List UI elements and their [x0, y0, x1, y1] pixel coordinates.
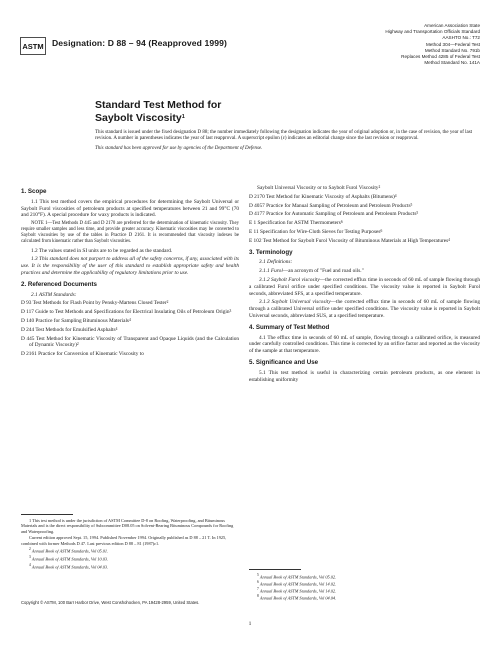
- svg-text:ASTM: ASTM: [22, 42, 44, 51]
- footnote-5: $^5$ Annual Book of ASTM Standards, Vol 05.02.: [257, 573, 337, 580]
- section-heading-summary: 4. Summary of Test Method: [249, 323, 330, 331]
- definition-furol: 3.1.1 Furol—an acronym of "Fuel and road oils.": [259, 268, 364, 275]
- footnote-7: $^7$ Annual Book of ASTM Standards, Vol 14.02.: [257, 587, 337, 594]
- standard-line: Method Standard No. 141A: [424, 60, 480, 66]
- reference-item: D 117 Guide to Test Methods and Specifications for Electrical Insulating Oils of Petroleum Origin$^3$: [21, 309, 232, 316]
- footnote-1: 1 This test method is under the jurisdiction of ASTM Committee D-8 on Roofing, Waterproofing, and Bituminous Materials and is the direct responsibility of Subcommittee D08.05 on Solvent-Bearing Bituminous Compounds for Roofing and Waterproofing.: [21, 518, 234, 534]
- title-line-1: Standard Test Method for: [95, 99, 222, 111]
- title-footnote-mark: 1: [181, 113, 185, 120]
- footnote-edition: Current edition approved Sept. 15, 1994. Published November 1994. Originally published as D 88 – 21 T. In 1925, combined with former Methods D 47. Last previous edition D 88 – 81 (1987)ε1.: [21, 535, 227, 546]
- page-number: 1: [248, 621, 252, 627]
- right-column: [249, 185, 480, 385]
- note-1: NOTE 1—Test Methods D 445 and D 2170 are preferred for the determination of kinematic viscosity. They require smaller samples and less time, and provide greater accuracy. Kinematic viscosities may be converted to Saybolt viscosities by use of the tables in Practice D 2161. It is recommended that viscosity indexes be calculated from kinematic rather than Saybolt viscosities.: [21, 221, 239, 245]
- standard-line: Method 304—Federal Test: [425, 41, 480, 47]
- section-heading-terminology: 3. Terminology: [249, 248, 293, 256]
- approval-paragraph: This standard has been approved for use by agencies of the Department of Defense.: [95, 146, 263, 152]
- reference-item: D 244 Test Methods for Emulsified Asphalts$^4$: [21, 326, 118, 333]
- footnotes-left: [21, 514, 239, 571]
- footnotes-right: [249, 569, 480, 601]
- document-title: [95, 99, 221, 124]
- reference-item: D 2161 Practice for Conversion of Kinematic Viscosity to: [21, 351, 144, 358]
- title-line-2: Saybolt Viscosity$^1$: [95, 111, 185, 124]
- standard-line: Replaces Method 4285 of Federal Test: [401, 54, 480, 60]
- reference-item: D 4177 Practice for Automatic Sampling of Petroleum and Petroleum Products$^5$: [249, 211, 419, 218]
- footnote-4: $^4$ Annual Book of ASTM Standards, Vol 04.03.: [29, 562, 109, 570]
- reference-continuation: Saybolt Universal Viscosity or to Saybolt Furol Viscosity$^2$: [257, 185, 381, 191]
- section-heading-scope: 1. Scope: [21, 188, 47, 195]
- footnote-3: $^3$ Annual Book of ASTM Standards, Vol 10.03.: [29, 554, 109, 562]
- reference-item: D 445 Test Method for Kinematic Viscosity of Transparent and Opaque Liquids (and the Calculation of Dynamic Viscosity)$^2$: [21, 335, 239, 349]
- reference-item: D 140 Practice for Sampling Bituminous Materials$^4$: [21, 317, 131, 324]
- footnote-2: $^2$ Annual Book of ASTM Standards, Vol 05.01.: [29, 547, 109, 554]
- copyright-line: Copyright © ASTM, 100 Barr Harbor Drive, West Conshohocken, PA 19428-2959, United States.: [21, 600, 200, 605]
- definition-saybolt-universal: 3.1.3 Saybolt Universal viscosity—the corrected efflux time in seconds of 60 mL of sample flowing through a calibrated Universal orifice under specified conditions. The viscosity value is reported in Saybolt Universal seconds, abbreviated SUS, at a specified temperature.: [249, 299, 481, 319]
- standard-line: Highway and Transportation Officials Standard: [385, 29, 480, 35]
- left-column: [21, 184, 239, 360]
- paragraph-1-1: 1.1 This test method covers the empirical procedures for determining the Saybolt Universal or Saybolt Furol viscosities of petroleum products at specified temperatures between 21 and 99°C (70 and 210°F). A special procedure for waxy products is indicated.: [21, 198, 239, 219]
- astm-logo: [20, 37, 46, 55]
- issuance-paragraph: This standard is issued under the fixed designation D 88; the number immediately following the designation indicates the year of original adoption or, in the case of revision, the year of last revision. A number in parentheses indicates the year of last reapproval. A superscript epsilon (ε) indicates an editorial change since the last revision or reapproval.: [95, 130, 473, 142]
- designation: Designation: D 88 – 94 (Reapproved 1999): [52, 38, 227, 48]
- section-heading-references: 2. Referenced Documents: [21, 280, 97, 288]
- footnote-6: $^6$ Annual Book of ASTM Standards, Vol 14.02.: [257, 580, 337, 587]
- paragraph-5-1: 5.1 This test method is useful in characterizing certain petroleum products, as one element in establishing uniformity: [249, 369, 480, 383]
- astm-standards-label: 2.1 ASTM Standards:: [31, 291, 77, 298]
- standard-line: AASHTO No.: T72: [442, 35, 480, 41]
- section-heading-significance: 5. Significance and Use: [249, 358, 319, 366]
- footnote-8: $^8$ Annual Book of ASTM Standards, Vol 04.04.: [257, 594, 337, 601]
- reference-item: D 93 Test Methods for Flash Point by Pensky-Martens Closed Tester$^2$: [21, 300, 169, 307]
- standard-line: American Association State: [424, 23, 480, 28]
- paragraph-1-3: 1.3 This standard does not purport to address all of the safety concerns, if any, associated with its use. It is the responsibility of the user of this standard to establish appropriate safety and health practices and determine the applicability of regulatory limitations prior to use.: [21, 256, 239, 276]
- paragraph-1-2: 1.2 The values stated in SI units are to be regarded as the standard.: [31, 247, 173, 254]
- reference-item: D 2170 Test Method for Kinematic Viscosity of Asphalts (Bitumens)$^4$: [249, 193, 397, 200]
- standards-equivalents: [310, 23, 480, 66]
- standard-line: Method Standard No. 791b: [424, 47, 480, 53]
- paragraph-4-1: 4.1 The efflux time in seconds of 60 mL of sample, flowing through a calibrated orifice, is measured under carefully controlled conditions. This time is corrected by an orifice factor and reported as the viscosity of the sample at that temperature.: [249, 334, 480, 355]
- reference-item: E 102 Test Method for Saybolt Furol Viscosity of Bituminous Materials at High Temperatures$^4$: [249, 237, 450, 244]
- issuance-note: [95, 130, 480, 157]
- reference-item: D 4057 Practice for Manual Sampling of Petroleum and Petroleum Products$^5$: [249, 202, 413, 209]
- definition-saybolt-furol: 3.1.2 Saybolt Furol viscosity—the corrected efflux time in seconds of 60 mL of sample flowing through a calibrated Furol orifice under specified conditions. The viscosity value is reported in Saybolt Furol seconds, abbreviated SFS, at a specified temperature.: [249, 276, 480, 297]
- reference-item: E 1 Specification for ASTM Thermometers$^6$: [249, 220, 343, 227]
- definitions-label: 3.1 Definitions:: [259, 259, 293, 266]
- footnote-rule: [21, 514, 73, 515]
- reference-item: E 11 Specification for Wire-Cloth Sieves for Testing Purposes$^6$: [249, 228, 383, 235]
- footnote-rule: [249, 569, 301, 570]
